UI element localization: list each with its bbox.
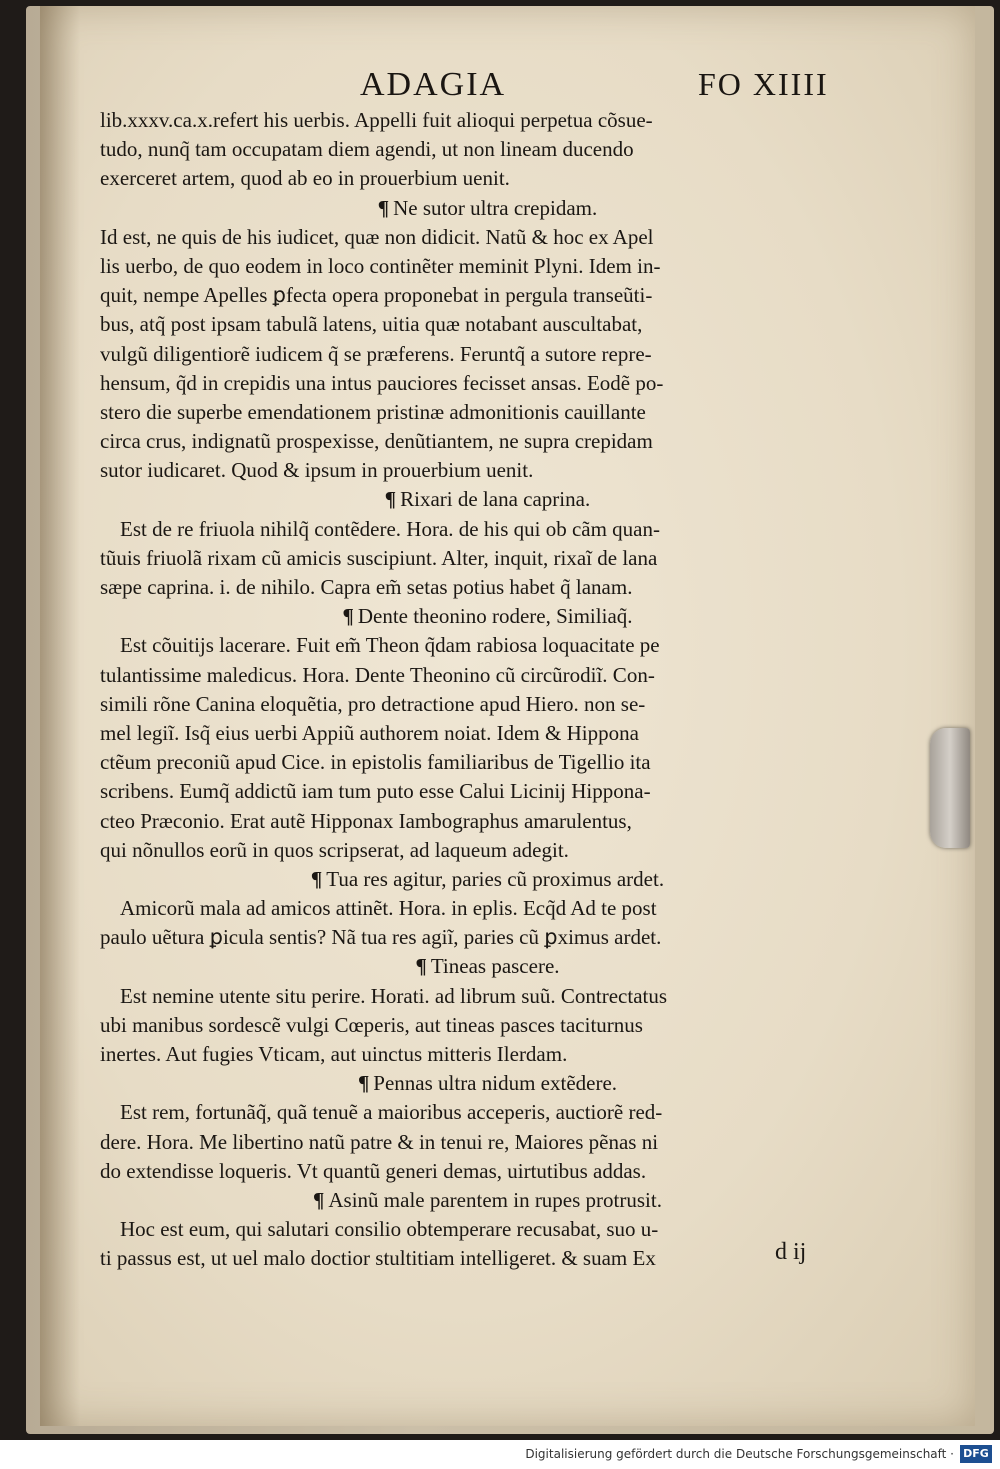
line-text: sæpe caprina. i. de nihilo. Capra em̃ setas potius habet q̃ lanam. [100, 575, 633, 599]
line-text: circa crus, indignatũ prospexisse, denũtiantem, ne supra crepidam [100, 429, 653, 454]
adage-heading [100, 1069, 875, 1098]
adage-heading [100, 1186, 875, 1215]
text-line [100, 369, 875, 398]
line-text: do extendisse loqueris. Vt quantũ generi demas, uirtutibus addas. [100, 1158, 647, 1183]
adage-heading [100, 952, 875, 981]
text-line [100, 106, 875, 135]
line-text: Hoc est eum, qui salutari consilio obtemperare recusabat, suo u- [120, 1217, 659, 1242]
page-clip [930, 728, 970, 848]
text-line [100, 836, 875, 865]
line-text: tudo, nunq̃ tam occupatam diem agendi, ut non lineam ducendo [100, 137, 634, 162]
pilcrow-icon: ¶ [313, 1187, 325, 1212]
text-line [100, 1098, 875, 1127]
line-text: lis uerbo, de quo eodem in loco continẽter meminit Plyni. Idem in- [100, 253, 661, 278]
page-header [40, 66, 975, 106]
line-text: Est rem, fortunãq̃, quã tenuẽ a maioribus acceperis, auctiorẽ red- [120, 1100, 663, 1125]
line-text: Est nemine utente situ perire. Horati. ad librum suũ. Contrectatus [120, 983, 668, 1008]
line-text: dere. Hora. Me libertino natũ patre & in tenui re, Maiores pẽnas ni [100, 1129, 659, 1154]
folio-number: FO XIIII [698, 66, 829, 102]
text-line [100, 252, 875, 281]
line-text: Asinũ male parentem in rupes protrusit. [328, 1187, 662, 1212]
line-text: paulo uẽtura ꝑicula sentis? Nã tua res agiĩ, paries cũ ꝑximus ardet. [100, 925, 662, 950]
line-text: quit, nempe Apelles ꝑfecta opera proponebat in pergula transeũti- [100, 283, 653, 308]
text-line [100, 456, 875, 485]
line-text: stero die superbe emendationem pristinæ admonitionis cauillante [100, 399, 646, 424]
text-line [100, 223, 875, 252]
adage-heading [100, 602, 875, 631]
gutter-shadow [40, 6, 80, 1426]
line-text: vulgũ diligentiorẽ iudicem q̃ se præferens. Feruntq̃ a sutore repre- [100, 341, 652, 366]
line-text: Est cõuitijs lacerare. Fuit em̃ Theon q̃dam rabiosa loquacitate pe [120, 633, 660, 658]
line-text: Amicorũ mala ad amicos attinẽt. Hora. in eplis. Ecq̃d Ad te post [120, 896, 657, 921]
line-text: Dente theonino rodere, Similiaq̃. [357, 604, 633, 629]
page-edges [26, 6, 994, 1434]
adage-heading [100, 194, 875, 223]
text-line [100, 398, 875, 427]
pilcrow-icon: ¶ [342, 604, 354, 629]
text-line [100, 340, 875, 369]
line-text: cteo Præconio. Erat autẽ Hipponax Iambographus amarulentus, [100, 808, 632, 833]
line-text: exerceret artem, quod ab eo in prouerbium uenit. [100, 166, 510, 191]
text-line [100, 515, 875, 544]
line-text: Est de re friuola nihilq̃ contẽdere. Hora. de his qui ob cãm quan- [120, 516, 660, 541]
text-line [100, 310, 875, 339]
line-text: bus, atq̃ post ipsam tabulã latens, uitia quæ notabant auscultabat, [100, 312, 643, 337]
text-line [100, 690, 875, 719]
line-text: tulantissime maledicus. Hora. Dente Theonino cũ circũrodiĩ. Con- [100, 662, 655, 687]
text-line [100, 281, 875, 310]
text-line [100, 748, 875, 777]
line-text: Pennas ultra nidum extẽdere. [373, 1071, 618, 1096]
text-line [100, 923, 875, 952]
text-line [100, 1128, 875, 1157]
body-text [100, 106, 875, 1274]
line-text: simili rõne Canina eloquẽtia, pro detractione apud Hiero. non se- [100, 691, 646, 716]
text-line [100, 164, 875, 193]
line-text: sutor iudicaret. Quod & ipsum in prouerbium uenit. [100, 458, 534, 483]
line-text: hensum, q̃d in crepidis una intus pauciores fecisset ansas. Eodẽ po- [100, 370, 664, 395]
book-page [40, 6, 975, 1426]
line-text: mel legiĩ. Isq̃ eius uerbi Appiũ authorem noiat. Idem & Hippona [100, 720, 639, 745]
line-text: Tineas pascere. [430, 954, 560, 979]
text-line [100, 135, 875, 164]
signature-mark: d ij [775, 1239, 807, 1265]
pilcrow-icon: ¶ [377, 195, 390, 220]
pilcrow-icon: ¶ [384, 487, 397, 512]
line-text: ubi manibus sordescẽ vulgi Cœperis, aut tineas pasces taciturnus [100, 1012, 643, 1037]
footer-bar [0, 1440, 1000, 1469]
line-text: tũuis friuolã rixam cũ amicis suscipiunt. Alter, inquit, rixaĩ de lana [100, 545, 658, 570]
text-line [100, 1215, 875, 1244]
text-line [100, 894, 875, 923]
text-line [100, 1157, 875, 1186]
pilcrow-icon: ¶ [415, 954, 427, 979]
line-text: Id est, ne quis de his iudicet, quæ non didicit. Natũ & hoc ex Apel [100, 224, 654, 249]
line-text: ti passus est, ut uel malo doctior stultitiam intelligeret. & suam Ex [100, 1246, 656, 1271]
line-text: lib.xxxv.ca.x.refert his uerbis. Appelli fuit alioqui perpetua cõsue- [100, 108, 653, 132]
text-line [100, 1244, 875, 1273]
line-text: inertes. Aut fugies Vticam, aut uinctus mitteris Ilerdam. [100, 1042, 568, 1066]
line-text: Rixari de lana caprina. [400, 487, 591, 512]
pilcrow-icon: ¶ [357, 1071, 370, 1096]
text-line [100, 427, 875, 456]
text-line [100, 661, 875, 690]
line-text: scribens. Eumq̃ addictũ iam tum puto esse Calui Licinij Hippona- [100, 779, 651, 804]
text-line [100, 1040, 875, 1069]
text-line [100, 777, 875, 806]
adage-heading [100, 865, 875, 894]
text-line [100, 982, 875, 1011]
line-text: Ne sutor ultra crepidam. [393, 195, 598, 220]
adage-heading [100, 485, 875, 514]
funding-credit: Digitalisierung gefördert durch die Deutsche Forschungsgemeinschaft · [525, 1447, 954, 1461]
running-head: ADAGIA [360, 66, 507, 103]
text-line [100, 807, 875, 836]
line-text: ctẽum preconiũ apud Cice. in epistolis familiaribus de Tigellio ita [100, 750, 651, 775]
text-line [100, 719, 875, 748]
pilcrow-icon: ¶ [310, 866, 323, 891]
text-line [100, 1011, 875, 1040]
line-text: Tua res agitur, paries cũ proximus ardet. [326, 866, 665, 891]
text-line [100, 544, 875, 573]
text-line [100, 573, 875, 602]
line-text: qui nõnullos eorũ in quos scripserat, ad laqueum adegit. [100, 837, 569, 862]
text-line [100, 631, 875, 660]
dfg-logo: DFG [960, 1445, 992, 1463]
